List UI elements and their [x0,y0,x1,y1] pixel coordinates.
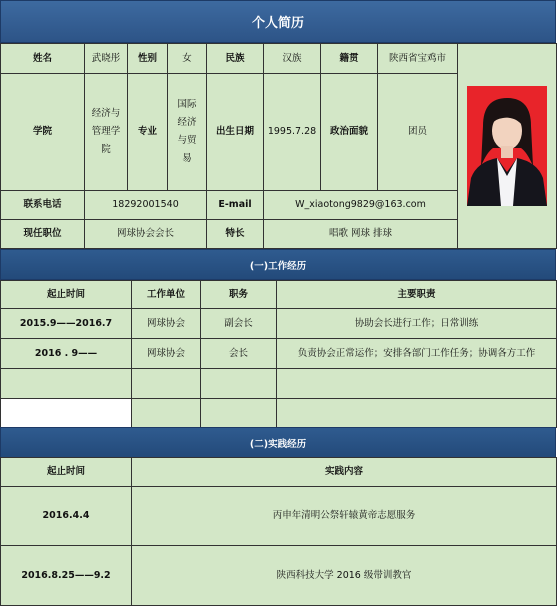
gender-label: 性别 [128,44,168,74]
table-row [1,369,557,399]
empty-cell [277,399,557,428]
politics-label: 政治面貌 [321,74,378,191]
major-value: 国际 经济 与贸 易 [168,74,207,191]
politics-value: 团员 [378,74,458,191]
work-duties: 协助会长进行工作；日常训练 [277,309,557,339]
phone-value: 18292001540 [85,191,207,220]
table-row [1,309,557,339]
work-header-role: 职务 [201,281,277,309]
work-period: 2016 . 9—— [1,339,132,369]
empty-cell [132,369,201,399]
practice-section-title: (二)实践经历 [0,427,556,458]
name-value: 武晓彤 [85,44,128,74]
origin-label: 籍贯 [321,44,378,74]
photo-cell [458,44,557,249]
empty-cell [132,399,201,428]
empty-cell [201,369,277,399]
phone-label: 联系电话 [1,191,85,220]
practice-content: 陕西科技大学 2016 级带训教官 [132,546,557,606]
practice-period: 2016.4.4 [1,487,132,546]
work-role: 会长 [201,339,277,369]
table-row [1,399,557,428]
gender-value: 女 [168,44,207,74]
work-unit: 网球协会 [132,339,201,369]
work-duties: 负责协会正常运作；安排各部门工作任务；协调各方工作 [277,339,557,369]
name-label: 姓名 [1,44,85,74]
empty-cell [201,399,277,428]
major-label: 专业 [128,74,168,191]
ethnicity-label: 民族 [207,44,264,74]
table-row [1,339,557,369]
empty-cell [1,369,132,399]
work-header-period: 起止时间 [1,281,132,309]
practice-header-content: 实践内容 [132,458,557,487]
work-period: 2015.9——2016.7 [1,309,132,339]
specialty-value: 唱歌 网球 排球 [264,220,458,249]
origin-value: 陕西省宝鸡市 [378,44,458,74]
table-row [1,487,557,546]
empty-cell [277,369,557,399]
work-header-unit: 工作单位 [132,281,201,309]
practice-period: 2016.8.25——9.2 [1,546,132,606]
basic-info-table [0,43,557,249]
college-value: 经济与 管理学 院 [85,74,128,191]
work-section-title: (一)工作经历 [0,249,556,280]
practice-table [0,457,557,606]
position-value: 网球协会会长 [85,220,207,249]
specialty-label: 特长 [207,220,264,249]
practice-content: 丙申年清明公祭轩辕黄帝志愿服务 [132,487,557,546]
college-label: 学院 [1,74,85,191]
position-label: 现任职位 [1,220,85,249]
empty-cell [1,399,132,428]
profile-photo [467,86,547,206]
email-value: W_xiaotong9829@163.com [264,191,458,220]
ethnicity-value: 汉族 [264,44,321,74]
birth-value: 1995.7.28 [264,74,321,191]
work-role: 副会长 [201,309,277,339]
table-row [1,546,557,606]
birth-label: 出生日期 [207,74,264,191]
work-unit: 网球协会 [132,309,201,339]
resume-title: 个人简历 [0,0,556,43]
email-label: E-mail [207,191,264,220]
work-header-duties: 主要职责 [277,281,557,309]
work-table [0,280,557,428]
practice-header-period: 起止时间 [1,458,132,487]
